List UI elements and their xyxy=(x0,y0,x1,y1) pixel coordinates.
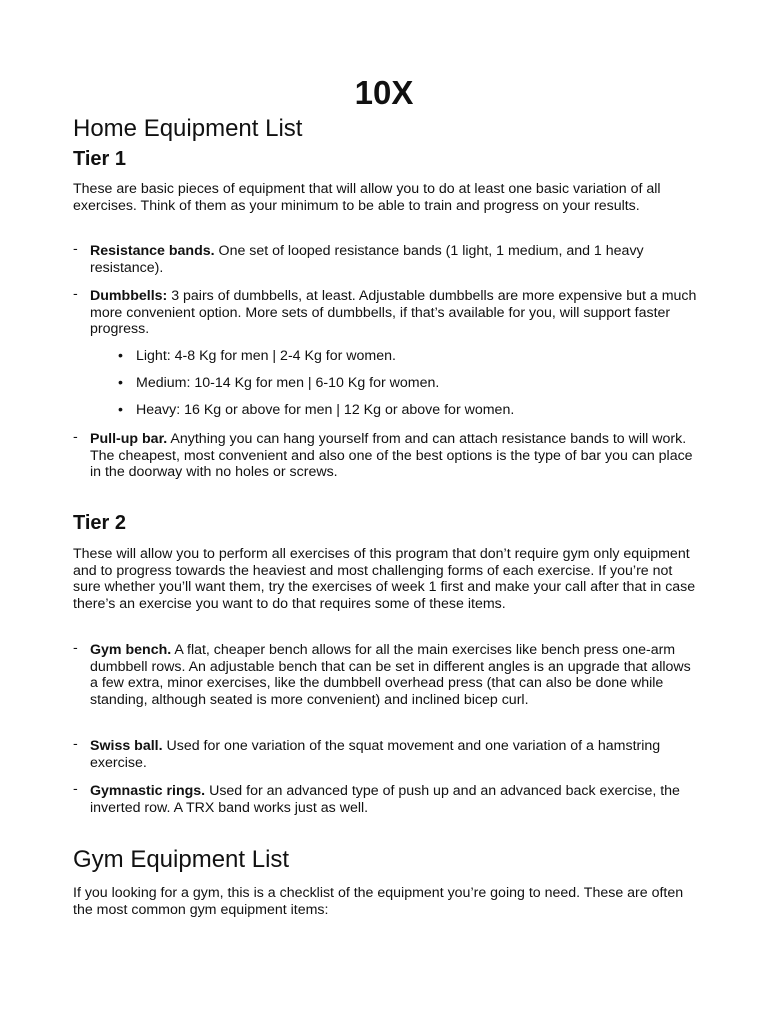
item-term: Gymnastic rings. xyxy=(90,783,206,799)
item-text: One set of looped resistance bands (1 light, 1 medium, and 1 heavy resistance). xyxy=(90,243,644,276)
item-text: Anything you can hang yourself from and can attach resistance bands to will work. The cheapest, most convenient and also one of the best options is the type of bar you can place in the doorway with no holes or screws. xyxy=(90,431,693,481)
tier-1-heading: Tier 1 xyxy=(73,148,126,170)
document-title: 10X xyxy=(354,74,414,111)
item-term: Pull-up bar. xyxy=(90,431,168,447)
dash-marker: - xyxy=(73,736,78,752)
list-item-pull-up-bar xyxy=(73,431,701,481)
dash-marker: - xyxy=(73,429,78,445)
bullet-marker: • xyxy=(118,402,123,418)
gym-equipment-intro: If you looking for a gym, this is a checklist of the equipment you’re going to need. These are often the most common gym equipment items: xyxy=(73,885,684,918)
tier-2-heading: Tier 2 xyxy=(73,512,126,534)
tier-2-intro: These will allow you to perform all exercises of this program that don’t require gym only equipment and to progress towards the heaviest and most challenging forms of each exercise. If you’re not sure whether you’ll want them, try the exercises of week 1 first and make your call after that in case there’s an exercise you want to do that requires some of these items. xyxy=(73,546,696,613)
list-item-gym-bench xyxy=(73,642,701,709)
weight-text: Heavy: 16 Kg or above for men | 12 Kg or above for women. xyxy=(136,402,515,418)
tier-1-intro: These are basic pieces of equipment that will allow you to do at least one basic variation of all exercises. Think of them as your minimum to be able to train and progress on your results. xyxy=(73,181,661,214)
item-term: Resistance bands. xyxy=(90,243,215,259)
bullet-marker: • xyxy=(118,348,123,364)
dash-marker: - xyxy=(73,781,78,797)
list-item-swiss-ball xyxy=(73,738,701,771)
bullet-marker: • xyxy=(118,375,123,391)
dash-marker: - xyxy=(73,286,78,302)
dash-marker: - xyxy=(73,640,78,656)
item-text: 3 pairs of dumbbells, at least. Adjustable dumbbells are more expensive but a much more convenient option. More sets of dumbbells, if that’s available for you, will support faster progress. xyxy=(90,288,697,338)
weight-item-medium xyxy=(118,375,439,392)
weight-item-heavy xyxy=(118,402,514,419)
item-term: Dumbbells: xyxy=(90,288,168,304)
list-item-resistance-bands xyxy=(73,243,701,276)
weight-text: Medium: 10-14 Kg for men | 6-10 Kg for women. xyxy=(136,375,440,391)
item-text: Used for one variation of the squat movement and one variation of a hamstring exercise. xyxy=(90,738,661,771)
weight-text: Light: 4-8 Kg for men | 2-4 Kg for women. xyxy=(136,348,396,364)
dash-marker: - xyxy=(73,241,78,257)
weight-item-light xyxy=(118,348,396,365)
list-item-gymnastic-rings xyxy=(73,783,701,816)
item-term: Swiss ball. xyxy=(90,738,163,754)
home-equipment-heading: Home Equipment List xyxy=(73,115,303,142)
item-text: A flat, cheaper bench allows for all the main exercises like bench press one-arm dumbbell rows. An adjustable bench that can be set in different angles is an upgrade that allows a few extra, minor exercises, like the dumbbell overhead press (that can also be done while standing, although seated is more convenient) and inclined bicep curl. xyxy=(90,642,691,709)
list-item-dumbbells xyxy=(73,288,701,338)
gym-equipment-heading: Gym Equipment List xyxy=(73,846,290,873)
item-text: Used for an advanced type of push up and an advanced back exercise, the inverted row. A TRX band works just as well. xyxy=(90,783,680,816)
item-term: Gym bench. xyxy=(90,642,172,658)
